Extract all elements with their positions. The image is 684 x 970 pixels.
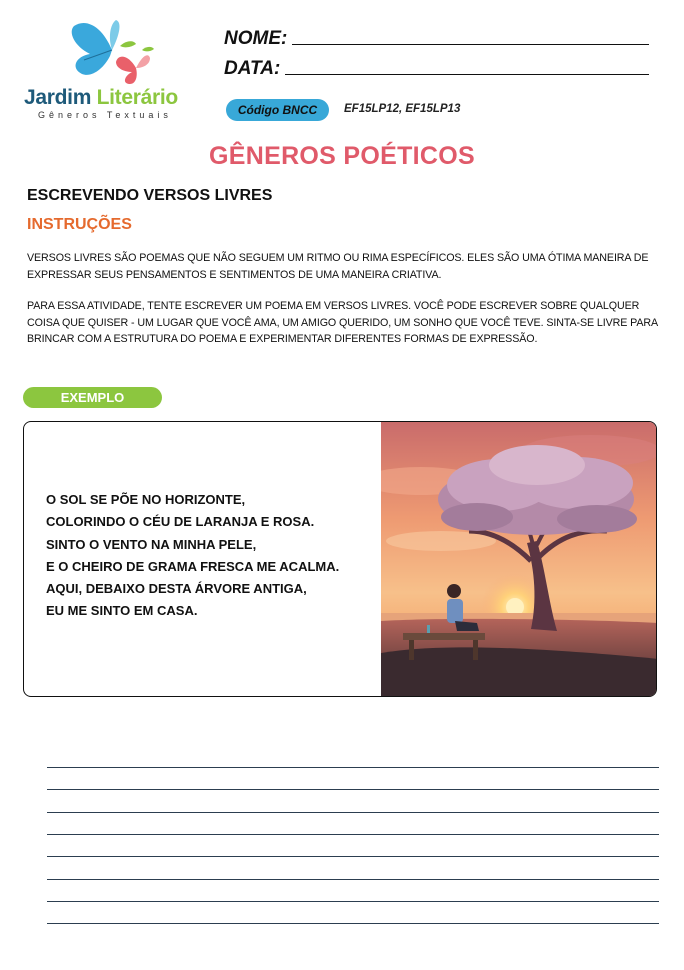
poem-line: COLORINDO O CÉU DE LARANJA E ROSA. [46,514,315,530]
writing-line[interactable] [47,879,659,880]
instructions-paragraph-1: VERSOS LIVRES SÃO POEMAS QUE NÃO SEGUEM UM RITMO OU RIMA ESPECÍFICOS. ELES SÃO UMA ÓTIMA MANEIRA DE EXPRESSAR SEUS PENSAMENTOS E SENTIMENTOS DE UMA MANEIRA CRIATIVA. [27,252,649,281]
brand-name-part2: Literário [96,86,178,109]
writing-line[interactable] [47,923,659,924]
writing-line[interactable] [47,767,659,768]
page-subtitle: ESCREVENDO VERSOS LIVRES [27,187,273,204]
example-box [23,421,657,697]
poem-line: SINTO O VENTO NA MINHA PELE, [46,536,257,552]
example-poem [46,489,339,623]
date-field[interactable] [285,74,649,75]
sunset-tree-illustration [381,421,657,697]
writing-line[interactable] [47,812,659,813]
brand-subtitle: Gêneros Textuais [38,110,172,120]
poem-line: E O CHEIRO DE GRAMA FRESCA ME ACALMA. [46,558,340,574]
brand-name [24,86,178,110]
example-badge: EXEMPLO [23,387,162,408]
instructions-heading: INSTRUÇÕES [27,216,132,233]
page-title: GÊNEROS POÉTICOS [209,142,475,170]
poem-line: EU ME SINTO EM CASA. [46,603,198,619]
poem-line: O SOL SE PÕE NO HORIZONTE, [46,492,246,507]
instructions-paragraph-2: PARA ESSA ATIVIDADE, TENTE ESCREVER UM POEMA EM VERSOS LIVRES. VOCÊ PODE ESCREVER SOBRE QUALQUER COISA QUE QUISER - UM LUGAR QUE VOCÊ AMA, UM AMIGO QUERIDO, UM SONHO QUE VOCÊ TEVE. SINTA-SE LIVRE PARA BRINCAR COM A ESTRUTURA DO POEMA E EXPERIMENTAR DIFERENTES FORMAS DE EXPRESSÃO. [27,300,658,345]
writing-line[interactable] [47,789,659,790]
writing-line[interactable] [47,856,659,857]
writing-line[interactable] [47,834,659,835]
bncc-codes: EF15LP12, EF15LP13 [344,103,461,115]
name-label: NOME: [224,28,288,49]
butterfly-icon [24,16,200,88]
writing-line[interactable] [47,901,659,902]
poem-line: AQUI, DEBAIXO DESTA ÁRVORE ANTIGA, [46,581,307,597]
brand-name-part1: Jardim [24,86,97,109]
bncc-badge: Código BNCC [226,99,329,121]
date-label: DATA: [224,58,281,79]
name-field[interactable] [292,44,649,45]
